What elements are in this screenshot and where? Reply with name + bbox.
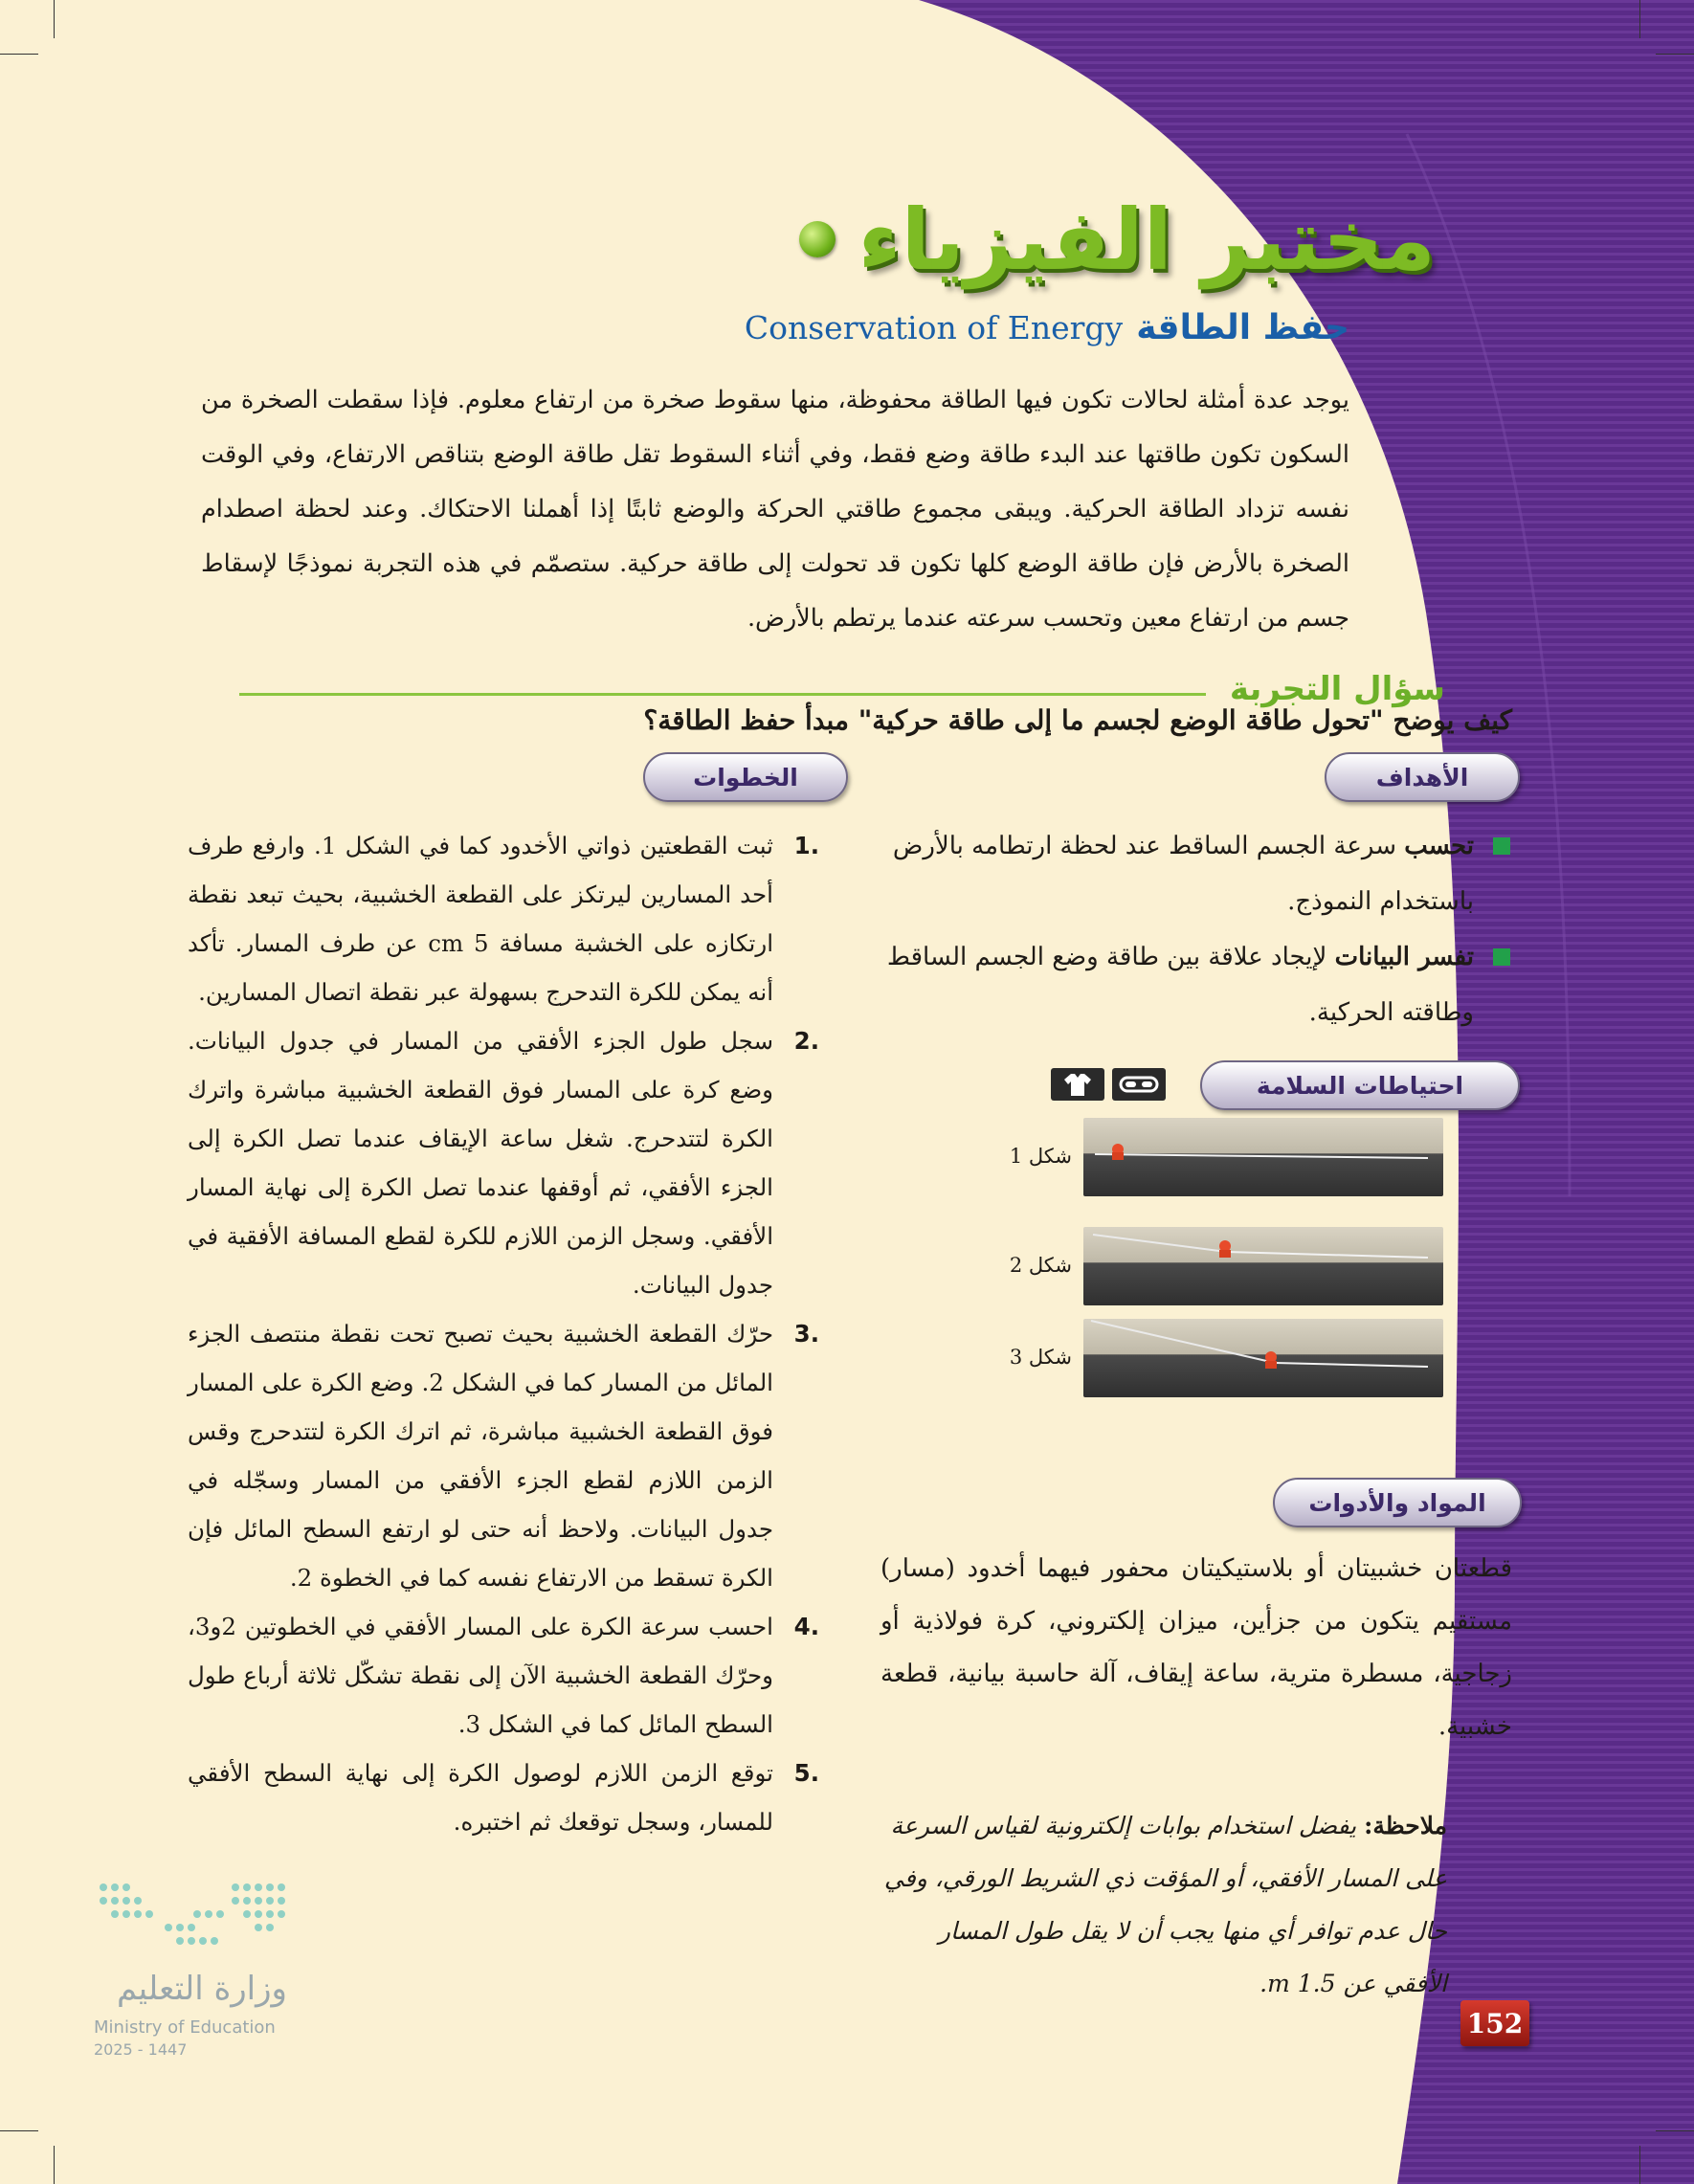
note-text: يفضل استخدام بوابات إلكترونية لقياس السرعة على المسار الأفقي، أو المؤقت ذي الشريط الورقي، وفي حال عدم توافر أي منها يجب أن لا يقل طول المسار الأفقي عن 1.5 m. [883,1812,1447,1997]
page-title [699,182,1436,297]
ministry-logo [92,1876,312,2059]
materials-content: قطعتان خشبيتان أو بلاستيكيتان محفور فيهما أخدود (مسار) مستقيم يتكون من جزأين، ميزان إلكتروني، كرة فولاذية أو زجاجية، مسطرة مترية، ساعة إيقاف، آلة حاسبة بيانية، قطعة خشبية. [880,1554,1512,1741]
note-label: ملاحظة: [1364,1812,1447,1839]
safety-icons [1051,1068,1175,1103]
step-text: حرّك القطعة الخشبية بحيث تصبح تحت نقطة منتصف الجزء المائل من المسار كما في الشكل 2. وضع الكرة على المسار فوق القطعة الخشبية مباشرة، ثم اترك الكرة لتتدحرج وقس الزمن اللازم لقطع الجزء الأفقي من المسار وسجّله في جدول البيانات. ولاحظ أنه حتى لو ارتفع السطح المائل فإن الكرة تسقط من الارتفاع نفسه كما في الخطوة 2. [188,1320,773,1592]
page-number: 152 [1460,2000,1529,2046]
question-text-content: كيف يوضح "تحول طاقة الوضع لجسم ما إلى طاقة حركية" مبدأ حفظ الطاقة؟ [643,704,1512,736]
crop-mark [1639,2146,1640,2184]
crop-mark [1656,2130,1694,2131]
step-text: سجل طول الجزء الأفقي من المسار في جدول البيانات. وضع كرة على المسار فوق القطعة الخشبية مباشرة واترك الكرة لتتدحرج. شغل ساعة الإيقاف عندما تصل الكرة إلى الجزء الأفقي، ثم أوقفها عندما تصل الكرة إلى نهاية المسار الأفقي. وسجل الزمن اللازم للكرة لقطع المسافة الأفقية في جدول البيانات. [188,1027,773,1299]
step-item [188,821,819,1016]
materials-text [880,1543,1512,1753]
safety-heading: احتياطات السلامة [1200,1060,1520,1110]
subtitle-arabic: حفظ الطاقة [1136,308,1349,347]
figure-label: شكل 3 [1009,1346,1072,1369]
step-item [188,1309,819,1602]
step-item [188,1016,819,1309]
intro-paragraph [201,373,1349,646]
heading-rule [239,693,1206,696]
green-bullet-icon [1493,948,1510,966]
materials-heading: المواد والأدوات [1273,1478,1522,1527]
crop-mark [1656,54,1694,55]
note [873,1799,1447,2010]
goal-verb: تحسب [1404,832,1474,860]
goal-item [871,929,1512,1040]
step-number: .2 [793,1027,819,1055]
ministry-year: 2025 - 1447 [94,2040,188,2059]
figure-photo [1083,1319,1443,1397]
green-dot-icon [799,221,836,257]
intro-text: يوجد عدة أمثلة لحالات تكون فيها الطاقة محفوظة، منها سقوط صخرة من ارتفاع معلوم. فإذا سقطت الصخرة من السكون تكون طاقتها عند البدء طاقة وضع فقط، وفي أثناء السقوط تقل طاقة الوضع بتناقص الارتفاع، وفي الوقت نفسه تزداد الطاقة الحركية. ويبقى مجموع طاقتي الحركة والوضع ثابتًا إذا أهملنا الاحتكاك. وعند لحظة اصطدام الصخرة بالأرض فإن طاقة الوضع كلها تكون قد تحولت إلى طاقة حركية. ستصمّم في هذه التجربة نموذجًا لإسقاط جسم من ارتفاع معين وتحسب سرعته عندما يرتطم بالأرض. [201,386,1349,633]
step-number: .1 [793,832,819,859]
title-text: مختبر الفيزياء [858,189,1436,289]
step-number: .4 [793,1613,819,1640]
goggles-icon [1112,1068,1166,1101]
goal-item [871,818,1512,929]
steps-list [188,821,819,1846]
clothing-icon [1051,1068,1104,1101]
figure-3 [976,1319,1426,1397]
step-item [188,1602,819,1749]
crop-mark [0,2130,38,2131]
question-heading-label: سؤال التجربة [1229,670,1445,708]
step-text: ثبت القطعتين ذواتي الأخدود كما في الشكل 1. وارفع طرف أحد المسارين ليرتكز على القطعة الخشبية، بحيث تبعد نقطة ارتكازه على الخشبة مسافة 5 cm عن طرف المسار. تأكد أنه يمكن للكرة التدحرج بسهولة عبر نقطة اتصال المسارين. [188,832,773,1006]
question-text [211,697,1512,745]
step-number: .5 [793,1759,819,1787]
figure-2 [976,1227,1426,1305]
step-number: .3 [793,1320,819,1348]
figure-photo [1083,1118,1443,1196]
ministry-name-arabic: وزارة التعليم [117,1970,287,2008]
step-text: احسب سرعة الكرة على المسار الأفقي في الخطوتين 2و3، وحرّك القطعة الخشبية الآن إلى نقطة تشكّل ثلاثة أرباع طول السطح المائل كما في الشكل 3. [188,1613,773,1738]
crop-mark [54,0,55,38]
step-text: توقع الزمن اللازم لوصول الكرة إلى نهاية السطح الأفقي للمسار، وسجل توقعك ثم اختبره. [188,1759,773,1836]
ministry-name-english: Ministry of Education [94,2017,276,2038]
subtitle-english: Conservation of Energy [744,309,1124,346]
figure-1 [976,1118,1426,1196]
ministry-dots-icon [92,1876,302,1962]
step-item [188,1749,819,1846]
crop-mark [54,2146,55,2184]
figure-photo [1083,1227,1443,1305]
green-bullet-icon [1493,837,1510,855]
goals-list [871,818,1512,1040]
crop-mark [1639,0,1640,38]
goal-text: سرعة الجسم الساقط عند لحظة ارتطامه بالأرض باستخدام النموذج. [892,832,1474,916]
subtitle [632,308,1349,362]
crop-mark [0,54,38,55]
goal-text: لإيجاد علاقة بين طاقة وضع الجسم الساقط وطاقته الحركية. [886,943,1474,1027]
figure-label: شكل 2 [1009,1254,1072,1277]
goals-heading: الأهداف [1325,752,1520,802]
steps-heading: الخطوات [643,752,848,802]
goal-verb: تفسر البيانات [1334,943,1474,971]
figure-label: شكل 1 [1009,1145,1072,1168]
